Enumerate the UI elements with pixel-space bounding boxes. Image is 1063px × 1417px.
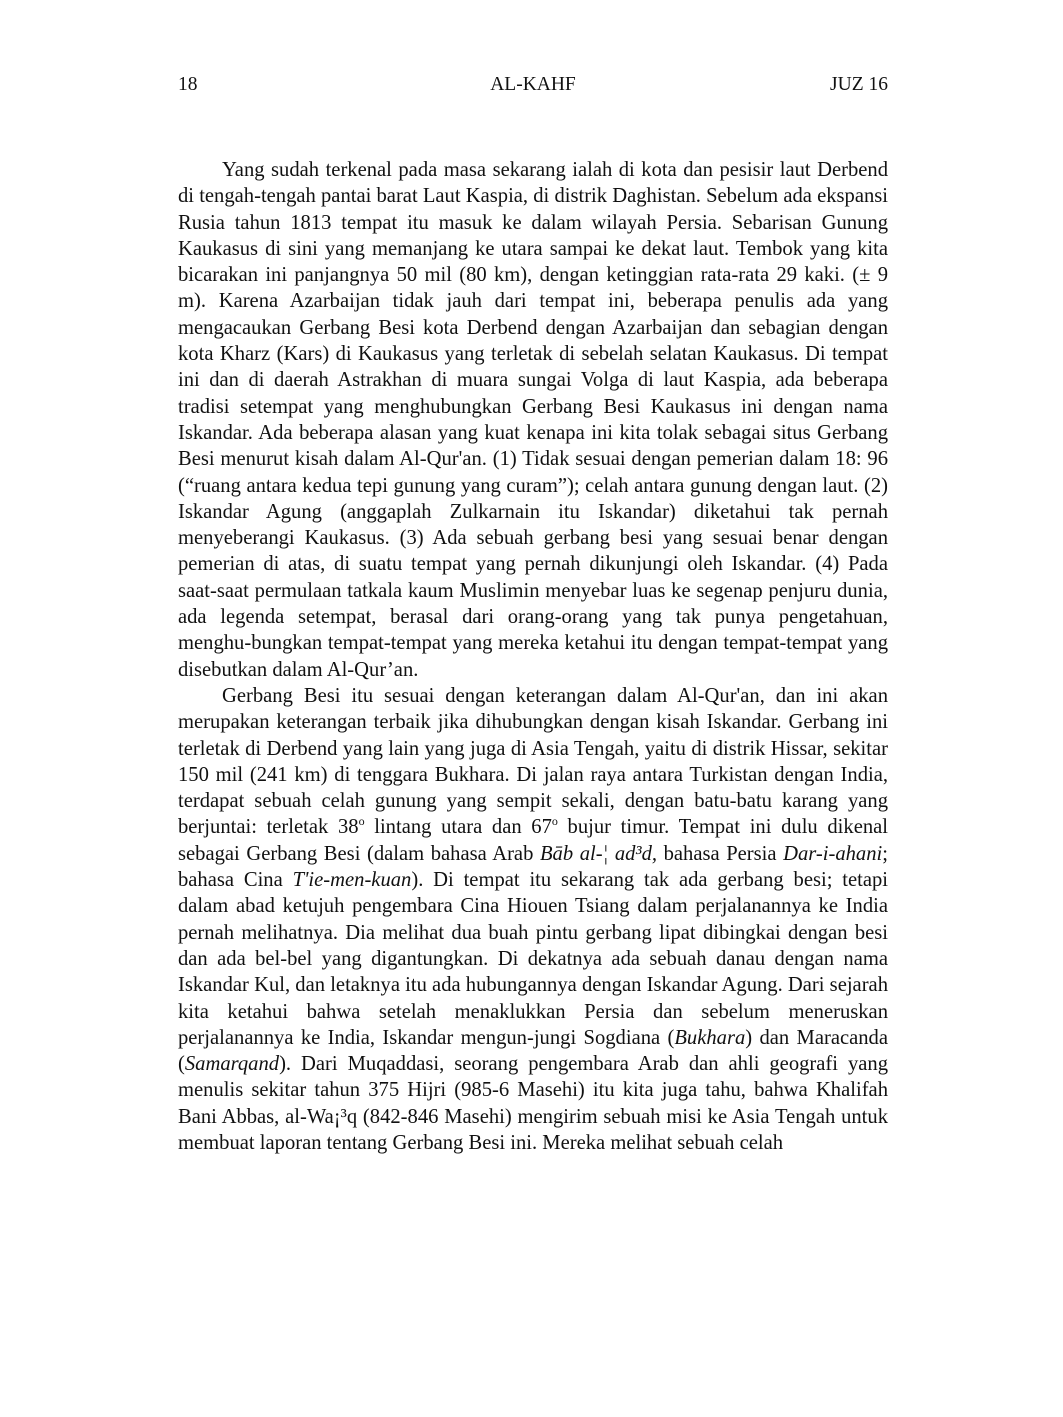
text-run: bujur timur. Tempat ini dulu dikenal sebagai Gerbang Besi (dalam bahasa Arab <box>178 816 888 865</box>
degree-mark: o <box>358 814 365 829</box>
text-run: ; bahasa Cina <box>178 842 888 892</box>
text-run: ). Di tempat itu sekarang tak ada gerbang besi; tetapi dalam abad ketujuh pengembara Cina Hiouen Tsiang dalam perjalanannya ke India pernah melihatnya. Dia melihat dua buah pintu gerbang lipat dibingkai dengan besi dan ada bel-bel yang digantungkan. Di dekatnya ada sebuah danau dengan nama Iskandar Kul, dan letaknya itu ada hubungannya dengan Iskandar Agung. Dari sejarah kita ketahui bahwa setelah menaklukkan Persia dan sebelum meneruskan perjalanannya ke India, Iskandar mengun-jungi Sogdiana ( <box>178 869 888 1049</box>
running-title: AL-KAHF <box>490 74 576 95</box>
text-run: ) dan Maracanda ( <box>178 1026 888 1076</box>
text-run: Gerbang Besi itu sesuai dengan keterangan dalam Al-Qur'an, dan ini akan merupakan keterangan terbaik jika dihubungkan dengan kisah Iskandar. Gerbang ini terletak di Derbend yang lain yang juga di Asia Tengah, yaitu di distrik Hissar, sekitar 150 mil (241 km) di tenggara Bukhara. Di jalan raya antara Turkistan dengan India, terdapat sebuah celah gunung yang sempit sekali, dengan batu-batu karang yang berjuntai: terletak 38 <box>178 684 888 839</box>
place-term: Samarqand <box>184 1053 280 1076</box>
chinese-term: T'ie-men-kuan <box>292 869 412 892</box>
main-text <box>178 157 888 1156</box>
juz-label: JUZ 16 <box>830 74 888 95</box>
place-term: Bukhara <box>674 1026 746 1049</box>
paragraph-2 <box>178 683 888 1156</box>
persian-term: Dar-i-ahani <box>783 842 883 865</box>
arabic-term: Bāb al-¦ ad³d, <box>539 842 658 865</box>
text-run: ). Dari Muqaddasi, seorang pengembara Arab dan ahli geografi yang menulis sekitar tahun 375 Hijri (985-6 Masehi) itu kita juga tahu, bahwa Khalifah Bani Abbas, al-Wa¡³q (842-846 Masehi) mengirim sebuah misi ke Asia Tengah untuk membuat laporan tentang Gerbang Besi ini. Mereka melihat sebuah celah <box>178 1053 888 1154</box>
text-run: lintang utara dan 67 <box>364 816 552 839</box>
degree-mark: o <box>551 814 558 829</box>
text-run: bahasa Persia <box>657 842 784 865</box>
page-number: 18 <box>178 74 198 95</box>
paragraph-1: Yang sudah terkenal pada masa sekarang ialah di kota dan pesisir laut Derbend di tengah-tengah pantai barat Laut Kaspia, di distrik Daghistan. Sebelum ada ekspansi Rusia tahun 1813 tempat itu masuk ke dalam wilayah Persia. Sebarisan Gunung Kaukasus di sini yang memanjang ke utara sampai ke dekat laut. Tembok yang kita bicarakan ini panjangnya 50 mil (80 km), dengan ketinggian rata-rata 29 kaki. (± 9 m). Karena Azarbaijan tidak jauh dari tempat ini, beberapa penulis ada yang mengacaukan Gerbang Besi kota Derbend dengan Azarbaijan dan sebagian dengan kota Kharz (Kars) di Kaukasus yang terletak di sebelah selatan Kaukasus. Di tempat ini dan di daerah Astrakhan di muara sungai Volga di laut Kaspia, ada beberapa tradisi setempat yang menghubungkan Gerbang Besi Kaukasus ini dengan nama Iskandar. Ada beberapa alasan yang kuat kenapa ini kita tolak sebagai situs Gerbang Besi menurut kisah dalam Al-Qur'an. (1) Tidak sesuai dengan pemerian dalam 18: 96 (“ruang antara kedua tepi gunung yang curam”); celah antara gunung dengan laut. (2) Iskandar Agung (anggaplah Zulkarnain itu Iskandar) diketahui tak pernah menyeberangi Kaukasus. (3) Ada sebuah gerbang besi yang sesuai benar dengan pemerian di atas, di suatu tempat yang pernah dikunjungi oleh Iskandar. (4) Pada saat-saat permulaan tatkala kaum Muslimin menyebar luas ke segenap penjuru dunia, ada legenda setempat, berasal dari orang-orang yang tak punya pengetahuan, menghu-bungkan tempat-tempat yang mereka ketahui itu dengan tempat-tempat yang disebutkan dalam Al-Qur’an. <box>178 159 888 681</box>
page-header <box>178 74 888 104</box>
